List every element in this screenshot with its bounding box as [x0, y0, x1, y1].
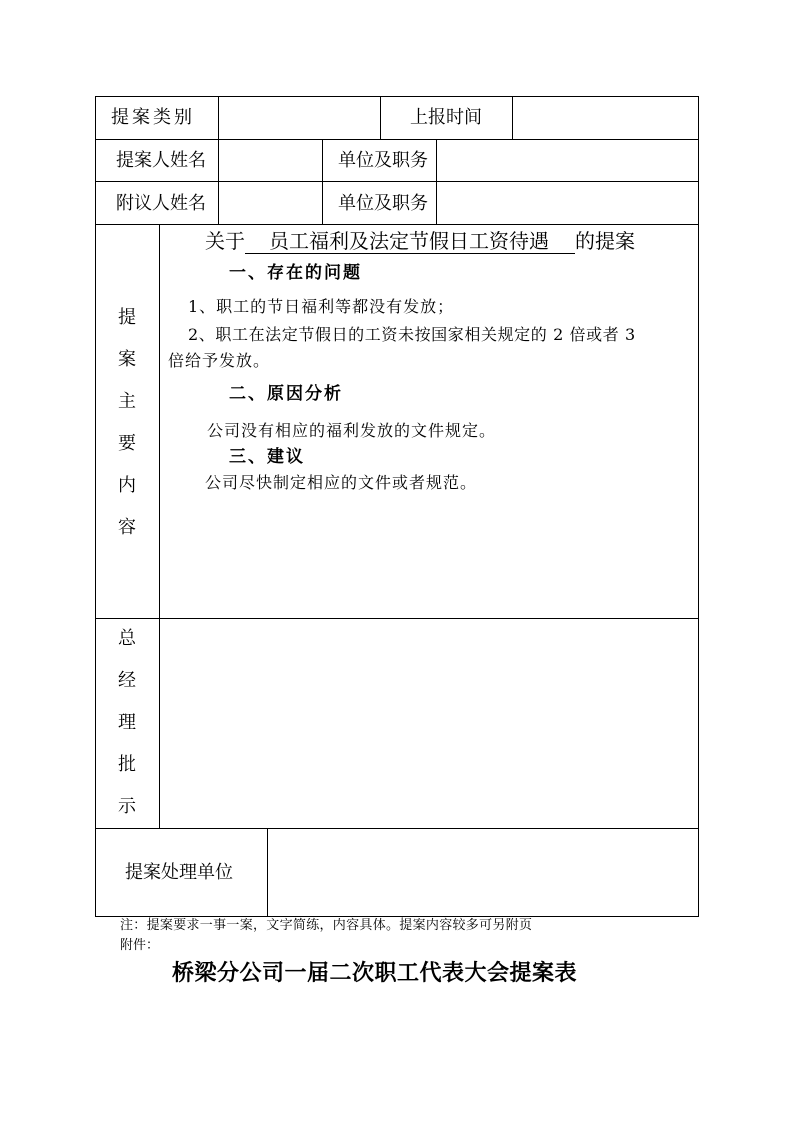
proposer-name-field[interactable] — [222, 150, 318, 172]
row-divider — [95, 828, 699, 829]
seconder-name-field[interactable] — [222, 193, 318, 215]
proposer-name-label: 提案人姓名 — [116, 150, 206, 171]
side-char: 内 — [118, 475, 136, 496]
side-char: 提 — [118, 307, 136, 328]
row-divider — [95, 181, 699, 182]
attachment-label: 附件： — [120, 938, 160, 953]
form-note: 注：提案要求一事一案，文字简练，内容具体。提案内容较多可另附页 — [120, 918, 533, 933]
handling-unit-field[interactable] — [271, 832, 695, 913]
issue-2-line-2: 倍给予发放。 — [168, 351, 271, 370]
side-char: 容 — [118, 517, 136, 538]
proposer-unit-field[interactable] — [440, 150, 694, 172]
seconder-unit-label: 单位及职务 — [338, 193, 428, 214]
col-divider — [380, 96, 381, 139]
title-suffix: 的提案 — [575, 229, 635, 253]
content-side-label — [115, 307, 139, 559]
col-divider — [218, 139, 219, 224]
col-divider — [218, 96, 219, 139]
col-divider — [267, 828, 268, 917]
side-char: 案 — [118, 349, 136, 370]
col-divider — [436, 139, 437, 224]
seconder-unit-field[interactable] — [440, 193, 694, 215]
row-divider — [95, 618, 699, 619]
approval-side-label — [115, 628, 139, 838]
side-char: 经 — [118, 670, 136, 691]
side-char: 总 — [118, 628, 136, 649]
category-label: 提案类别 — [111, 107, 195, 128]
report-time-field[interactable] — [516, 107, 694, 129]
side-char: 理 — [118, 712, 136, 733]
col-divider — [159, 224, 160, 828]
col-divider — [322, 139, 323, 224]
side-char: 批 — [118, 754, 136, 775]
section-heading-suggestions: 三、建议 — [229, 447, 305, 467]
title-prefix: 关于 — [205, 229, 245, 253]
section-heading-issues: 一、存在的问题 — [229, 263, 362, 283]
side-char: 要 — [118, 433, 136, 454]
side-char: 示 — [118, 796, 136, 817]
approval-field[interactable] — [163, 622, 695, 824]
issue-2-line-1: 2、职工在法定节假日的工资未按国家相关规定的 2 倍或者 3 — [188, 325, 636, 344]
row-divider — [95, 139, 699, 140]
col-divider — [512, 96, 513, 139]
section-heading-causes: 二、原因分析 — [229, 384, 343, 404]
document-title: 桥梁分公司一届二次职工代表大会提案表 — [172, 960, 578, 986]
report-time-label: 上报时间 — [410, 107, 482, 128]
cause-text: 公司没有相应的福利发放的文件规定。 — [207, 421, 497, 440]
issue-1: 1、职工的节日福利等都没有发放； — [188, 297, 455, 316]
handling-unit-label: 提案处理单位 — [125, 862, 233, 883]
category-field[interactable] — [222, 107, 376, 129]
seconder-name-label: 附议人姓名 — [116, 193, 206, 214]
proposer-unit-label: 单位及职务 — [338, 150, 428, 171]
suggestion-text: 公司尽快制定相应的文件或者规范。 — [205, 473, 478, 492]
title-subject: 员工福利及法定节假日工资待遇 — [245, 229, 575, 254]
proposal-title — [205, 229, 635, 254]
side-char: 主 — [118, 391, 136, 412]
row-divider — [95, 224, 699, 225]
